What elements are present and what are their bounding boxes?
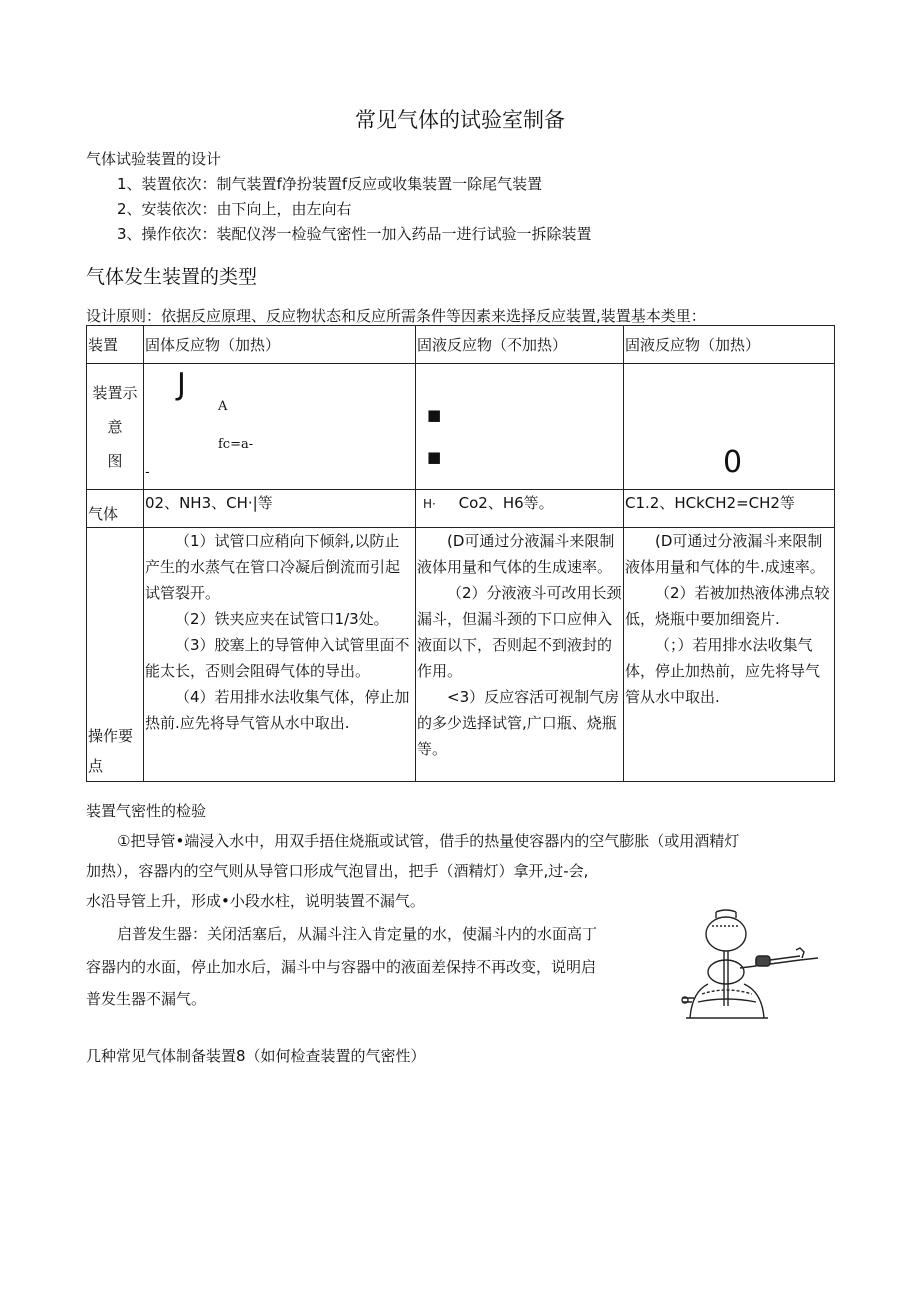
airtight-para1-line3: 水沿导管上升，形成•小段水柱，说明装置不漏气。 <box>86 892 425 910</box>
apparatus-table <box>86 325 835 782</box>
header-solid-liquid-unheated: 固液反应物（不加热） <box>416 326 624 364</box>
ops-label: 操作要 点 <box>87 528 144 782</box>
diagram-dash: - <box>145 465 150 480</box>
airtight-para2-line1: 启普发生器：关闭活塞后，从漏斗注入肯定量的水，使漏斗内的水面高丁 <box>117 925 598 943</box>
ops-row <box>87 528 835 782</box>
kipp-generator-illustration <box>668 906 828 1024</box>
ops-solid-liquid-heated: (D可通过分液漏斗来限制液体用量和气体的牛.成速率。 （2）若被加热液体沸点较低，烧瓶中要加细瓷片. （；）若用排水法收集气体，停止加热前，应先将导气管从水中取出. <box>624 528 835 782</box>
section2-heading: 气体发生装置的类型 <box>86 266 258 288</box>
airtight-para1-line2: 加热），容器内的空气则从导管口形成气泡冒出，把手（酒精灯）拿开,过-会, <box>86 862 589 880</box>
diagram-solid-liquid-heated <box>624 364 835 490</box>
airtight-para2-line2: 容器内的水面，停止加水后，漏斗中与容器中的液面差保持不再改变，说明启 <box>86 958 597 976</box>
ops-solid-liquid-unheated: (D可通过分液漏斗来限制液体用量和气体的生成速率。 （2）分液液斗可改用长颈漏斗，但漏斗颈的下口应伸入液面以下，否则起不到液封的作用。 <3）反应容活可视制气房的多少选择试管,广口瓶、烧瓶等。 <box>416 528 624 782</box>
gas-label: 气体 <box>87 490 144 528</box>
diagram-mark-2: ■ <box>427 448 442 466</box>
header-solid-liquid-heated: 固液反应物（加热） <box>624 326 835 364</box>
diagram-solid-heated <box>144 364 416 490</box>
gas-solid-liquid-unheated: H· Co2、H6等。 <box>416 490 624 528</box>
design-principle: 设计原则：依据反应原理、反应物状态和反应所需条件等因素来选择反应装置,装置基本类里： <box>86 307 706 325</box>
design-step-2: 2、安装依次：由下向上，由左向右 <box>117 200 352 218</box>
ops-solid-heated: （1）试管口应稍向下倾斜,以防止产生的水蒸气在管口冷凝后倒流而引起试管裂开。 （2）铁夹应夹在试管口1/3处。 （3）胶塞上的导管伸入试管里面不能太长，否则会阻碍气体的导出。 （4）若用排水法收集气体，停止加热前.应先将导气管从水中取出. <box>144 528 416 782</box>
diagram-formula: fc=a- <box>218 437 254 452</box>
gas-solid-heated: 02、NH3、CH·|等 <box>144 490 416 528</box>
section3-heading: 装置气密性的检验 <box>86 802 207 820</box>
diagram-glyph-zero: 0 <box>723 445 743 480</box>
header-solid-heated: 固体反应物（加热） <box>144 326 416 364</box>
diagram-row <box>87 364 835 490</box>
diagram-label-a: A <box>218 399 228 414</box>
gas-solid-liquid-heated: C1.2、HCkCH2=CH2等 <box>624 490 835 528</box>
design-step-3: 3、操作依次：装配仪涔一检验气密性一加入药品一进行试验一拆除装置 <box>117 225 592 243</box>
kipp-generator-icon <box>668 906 828 1024</box>
design-step-1: 1、装置依次：制气装置f净扮装置f反应或收集装置一除尾气装置 <box>117 175 543 193</box>
diagram-label: 装置示 意 图 <box>87 364 144 490</box>
diagram-mark-1: ■ <box>427 406 442 424</box>
section1-heading: 气体试验装置的设计 <box>86 150 222 168</box>
gas-row <box>87 490 835 528</box>
airtight-para1-line1: ①把导管•端浸入水中，用双手捂住烧瓶或试管，借手的热量使容器内的空气膨胀（或用酒精灯 <box>117 832 740 850</box>
section4-heading: 几种常见气体制备装置8（如何检查装置的气密性） <box>86 1047 426 1065</box>
airtight-para2-line3: 普发生器不漏气。 <box>86 990 207 1008</box>
diagram-solid-liquid-unheated <box>416 364 624 490</box>
page-title: 常见气体的试验室制备 <box>355 108 565 132</box>
diagram-glyph-j: J <box>177 367 186 402</box>
header-apparatus: 装置 <box>87 326 144 364</box>
table-header-row <box>87 326 835 364</box>
